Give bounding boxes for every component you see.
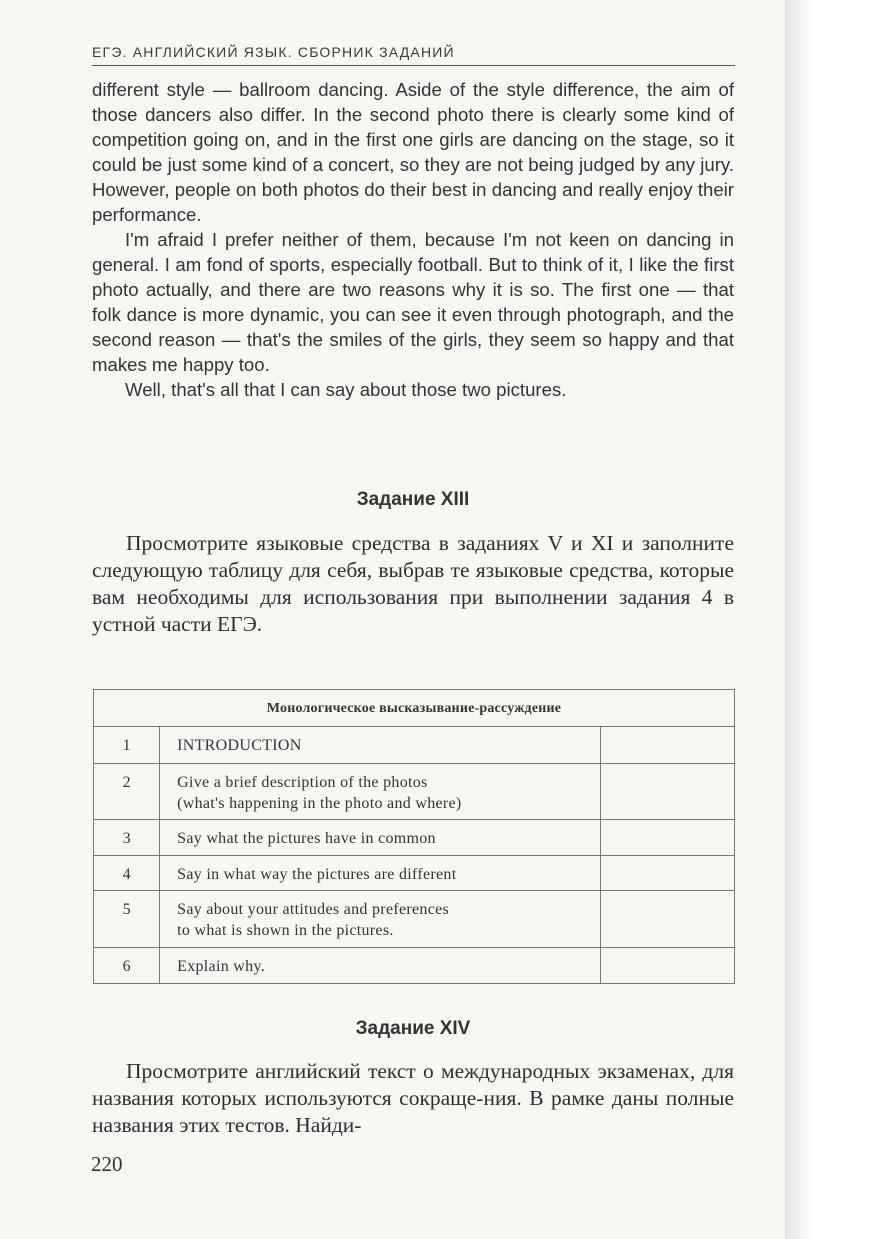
row-line: Explain why. — [177, 958, 266, 975]
answer-cell[interactable] — [601, 856, 735, 891]
answer-cell[interactable] — [601, 891, 735, 948]
monologue-plan-table — [93, 689, 735, 984]
table-row — [94, 948, 735, 984]
row-line: Say about your attitudes and preferences — [177, 901, 450, 918]
task-14-instruction: Просмотрите английский текст о международных экзаменах, для названия которых используются сокраще-ния. В рамке даны полные названия этих тестов. Найди- — [92, 1059, 734, 1137]
row-line: Say in what way the pictures are different — [177, 866, 457, 883]
row-line: to what is shown in the pictures. — [177, 922, 394, 939]
row-description — [160, 727, 601, 764]
body-paragraph: different style — ballroom dancing. Aside of the style difference, the aim of those dancers also differ. In the second photo there is clearly some kind of competition going on, and in the first one girls are dancing on the stage, so it could be just some kind of a concert, so they are not being judged by any jury. However, people on both photos do their best in dancing and really enjoy their performance. — [92, 79, 734, 225]
answer-text — [92, 77, 734, 402]
table-row — [94, 727, 735, 764]
row-line: Say what the pictures have in common — [177, 830, 436, 847]
row-number: 4 — [94, 856, 160, 891]
table-row — [94, 764, 735, 820]
row-description — [160, 820, 601, 856]
answer-cell[interactable] — [601, 948, 735, 984]
row-description — [160, 948, 601, 984]
row-number: 1 — [94, 727, 160, 764]
answer-cell[interactable] — [601, 764, 735, 820]
page-edge — [785, 0, 875, 1239]
row-description — [160, 764, 601, 820]
page-number: 220 — [91, 1152, 123, 1176]
table-header: Монологическое высказывание-рассуждение — [94, 690, 735, 727]
task-14-title: Задание XIV — [355, 1018, 471, 1039]
row-line: INTRODUCTION — [177, 737, 302, 754]
row-description — [160, 856, 601, 891]
table-row — [94, 856, 735, 891]
row-number: 5 — [94, 891, 160, 948]
row-line: Give a brief description of the photos — [177, 774, 428, 791]
row-number: 3 — [94, 820, 160, 856]
running-head: ЕГЭ. АНГЛИЙСКИЙ ЯЗЫК. СБОРНИК ЗАДАНИЙ — [92, 44, 455, 60]
table-row — [94, 891, 735, 948]
table-header-row — [94, 690, 735, 727]
row-number: 2 — [94, 764, 160, 820]
row-number: 6 — [94, 948, 160, 984]
body-paragraph: I'm afraid I prefer neither of them, because I'm not keen on dancing in general. I am fond of sports, especially football. But to think of it, I like the first photo actually, and there are two reasons why it is so. The first one — that folk dance is more dynamic, you can see it even through photograph, and the second reason — that's the smiles of the girls, they seem so happy and that makes me happy too. — [92, 229, 734, 375]
table-row — [94, 820, 735, 856]
row-description — [160, 891, 601, 948]
row-line: (what's happening in the photo and where) — [177, 795, 462, 812]
header-rule — [92, 65, 735, 66]
answer-cell[interactable] — [601, 820, 735, 856]
task-13-instruction: Просмотрите языковые средства в заданиях V и XI и заполните следующую таблицу для себя, выбрав те языковые средства, которые вам необходимы для использования при выполнении задания 4 в устной части ЕГЭ. — [92, 531, 734, 636]
body-paragraph: Well, that's all that I can say about those two pictures. — [125, 379, 567, 400]
answer-cell[interactable] — [601, 727, 735, 764]
task-13-title: Задание XIII — [356, 489, 470, 510]
